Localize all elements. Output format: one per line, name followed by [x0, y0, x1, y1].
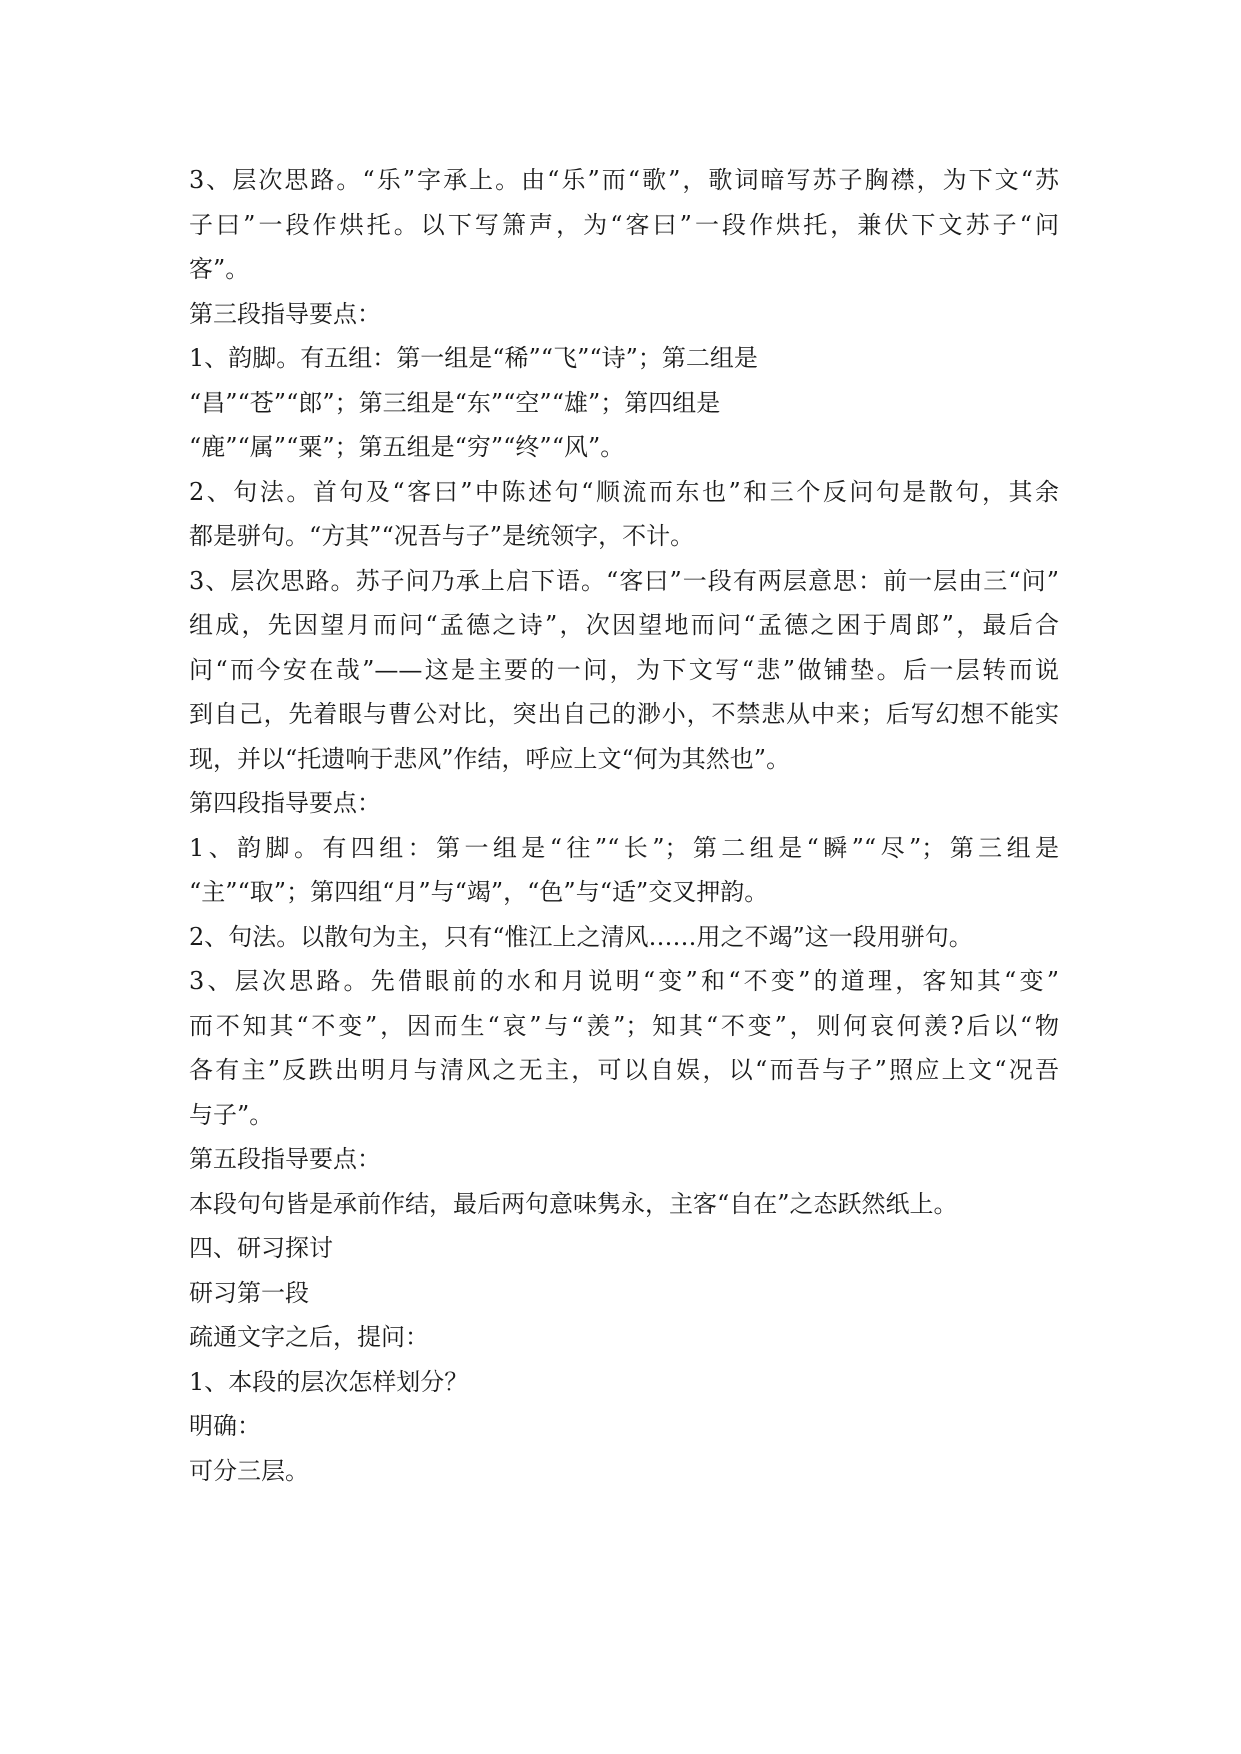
text-line: 1、本段的层次怎样划分？: [189, 1367, 469, 1396]
text-line: “鹿”“属”“粟”；第五组是“穷”“终”“风”。: [189, 433, 625, 461]
text-line: 2、句法。以散句为主，只有“惟江上之清风……用之不竭”这一段用骈句。: [189, 922, 973, 951]
text-line: 到自己，先着眼与曹公对比，突出自己的渺小，不禁悲从中来；后写幻想不能实: [189, 700, 1059, 728]
text-line: 3、层次思路。苏子问乃承上启下语。“客曰”一段有两层意思：前一层由三“问”: [189, 566, 1059, 595]
text-line: “主”“取”；第四组“月”与“竭”，“色”与“适”交叉押韵。: [189, 878, 769, 906]
text-line: 疏通文字之后，提问：: [189, 1323, 429, 1351]
text-line: 2、句法。首句及“客曰”中陈述句“顺流而东也”和三个反问句是散句，其余: [189, 477, 1059, 506]
text-line: 问“而今安在哉”——这是主要的一问，为下文写“悲”做铺垫。后一层转而说: [189, 655, 1059, 684]
text-line: 都是骈句。“方其”“况吾与子”是统领字，不计。: [189, 522, 695, 550]
text-line: 研习第一段: [189, 1278, 309, 1307]
text-line: 客”。: [189, 255, 250, 283]
text-line: 3、层次思路。“乐”字承上。由“乐”而“歌”，歌词暗写苏子胸襟，为下文“苏: [189, 166, 1059, 194]
text-line: 1、韵脚。有五组：第一组是“稀”“飞”“诗”；第二组是: [189, 344, 758, 372]
text-line: 四、研习探讨: [189, 1234, 333, 1262]
document-body: [189, 158, 1059, 1493]
text-line: 第四段指导要点：: [189, 789, 381, 817]
text-line: 子曰”一段作烘托。以下写箫声，为“客曰”一段作烘托，兼伏下文苏子“问: [189, 210, 1059, 239]
text-line: 本段句句皆是承前作结，最后两句意味隽永，主客“自在”之态跃然纸上。: [189, 1189, 958, 1218]
text-line: “昌”“苍”“郎”；第三组是“东”“空”“雄”；第四组是: [189, 388, 721, 417]
text-line: 第五段指导要点：: [189, 1145, 381, 1173]
text-line: 组成，先因望月而问“孟德之诗”，次因望地而问“孟德之困于周郎”，最后合: [189, 611, 1059, 639]
text-line: 与子”。: [189, 1100, 274, 1129]
text-line: 3、层次思路。先借眼前的水和月说明“变”和“不变”的道理，客知其“变”: [189, 967, 1059, 995]
text-line: 第三段指导要点：: [189, 299, 381, 328]
text-line: 1、韵脚。有四组：第一组是“往”“长”；第二组是“瞬”“尽”；第三组是: [189, 833, 1059, 862]
text-line: 可分三层。: [189, 1456, 309, 1485]
text-line: 而不知其“不变”，因而生“哀”与“羡”；知其“不变”，则何哀何羡?后以“物: [189, 1011, 1059, 1040]
text-line: 各有主”反跌出明月与清风之无主，可以自娱，以“而吾与子”照应上文“况吾: [189, 1056, 1059, 1084]
text-line: 现，并以“托遗响于悲风”作结，呼应上文“何为其然也”。: [189, 744, 791, 773]
text-line: 明确：: [189, 1412, 261, 1440]
